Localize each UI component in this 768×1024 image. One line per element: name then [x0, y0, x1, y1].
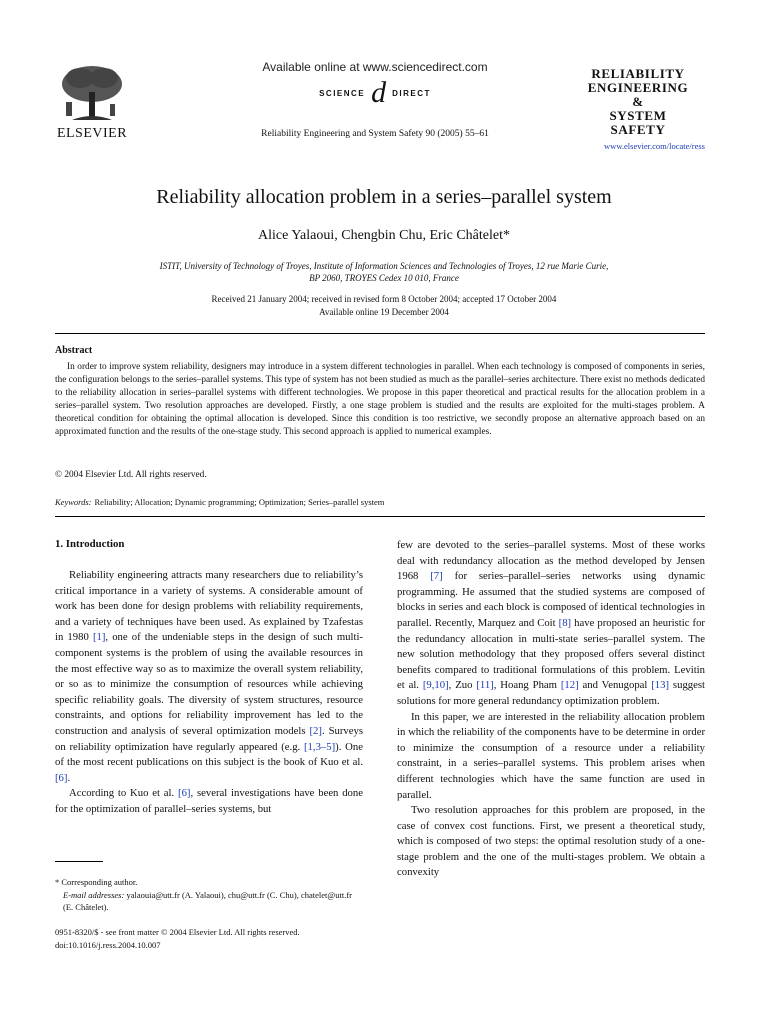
paragraph — [55, 786, 363, 817]
abstract-text: In order to improve system reliability, designers may introduce in a system different technologies in parallel. When each technology is composed of components in series, the configuration belongs to the series–parallel systems. This type of system has not been studied as much as the parallel–series architecture. There exist no methods dedicated to the reliability allocation in series–parallel systems with different technologies. We propose in this paper theoretical and practical results for the allocation problem in a series–parallel system. Two resolution approaches are developed. Firstly, a one stage problem is studied and the results are exploited for the multi-stages problem. A theoretical condition for obtaining the optimal allocation is developed. Since this condition is too restrictive, we secondly propose an alternative approach based on an approximated function and the results of the one-stage study. This second approach is applied to numerical examples. — [55, 362, 705, 437]
keywords-text: Reliability; Allocation; Dynamic programming; Optimization; Series–parallel system — [94, 497, 385, 507]
sd-right-text: DIRECT — [392, 88, 431, 98]
affiliation-line: BP 2060, TROYES Cedex 10 010, France — [309, 273, 459, 283]
abstract-copyright: © 2004 Elsevier Ltd. All rights reserved. — [55, 470, 207, 480]
sd-left-text: SCIENCE — [319, 88, 366, 98]
citation-link[interactable]: [1,3–5] — [304, 740, 336, 753]
email-label: E-mail addresses: — [63, 889, 125, 900]
footnote-divider — [55, 861, 103, 862]
sciencedirect-logo — [270, 76, 480, 109]
received-dates: Received 21 January 2004; received in revised form 8 October 2004; accepted 17 October 2004 — [211, 294, 557, 304]
front-matter — [55, 926, 363, 951]
journal-logo-line: SYSTEM — [609, 108, 667, 123]
paragraph-text: Reliability engineering attracts many researchers due to reliability’s critical importance in a variety of systems. A considerable amount of work has been done for design problems with reliability requirements, and a variety of techniques have been used. As explained by Tzafestas in 1980 — [55, 569, 363, 644]
paragraph-text: Two resolution approaches for this problem are proposed, in the case of convex cost functions. First, we present a theoretical study, which is composed of two steps: the optimal resolution study of a one-stage problem and the one of the multi-stages problem. We obtain a convexity — [397, 804, 705, 879]
paragraph-text: and Venugopal — [578, 679, 652, 692]
paragraph-text: suggest solutions for more general redundancy optimization problem. — [397, 679, 705, 707]
citation-link[interactable]: [7] — [430, 570, 443, 583]
journal-logo — [578, 67, 698, 137]
journal-logo-line: & — [632, 94, 644, 109]
citation-link[interactable]: [6] — [178, 787, 191, 800]
citation-link[interactable]: [11] — [476, 679, 494, 692]
paragraph-text: ). One of the most recent publications on this subject is the book of Kuo et al. — [55, 740, 363, 769]
divider — [55, 333, 705, 334]
corresponding-author-note: * Corresponding author. — [55, 877, 138, 887]
elsevier-tree-logo — [52, 62, 132, 134]
email-text: yalaouia@utt.fr (A. Yalaoui), chu@utt.fr (C. Chu), chatelet@utt.fr (E. Châtelet). — [63, 889, 352, 912]
abstract-heading: Abstract — [55, 345, 93, 356]
journal-logo-line: RELIABILITY — [591, 66, 685, 81]
paragraph-text: . Surveys on reliability optimization have regularly appeared (e.g. — [55, 724, 364, 753]
paragraph-text: have proposed an heuristic for the redundancy allocation in multi-state series–parallel system. The new solution methodology that they proposed offers several distinct benefits compared to traditional formulations of this problem. Levitin et al. — [397, 616, 705, 692]
paragraph-text: few are devoted to the series–parallel systems. Most of these works deal with redundancy allocation as the method developed by Jensen 1968 — [397, 539, 705, 583]
journal-url-link[interactable]: www.elsevier.com/locate/ress — [604, 141, 705, 151]
citation-link[interactable]: [2] — [309, 724, 322, 737]
paragraph-text: , Zuo — [448, 679, 477, 692]
journal-logo-line: ENGINEERING — [587, 80, 689, 95]
citation-link[interactable]: [9,10] — [422, 679, 449, 692]
left-column — [55, 568, 363, 818]
affiliation — [100, 260, 668, 284]
paragraph-text: . — [67, 771, 71, 784]
right-column — [397, 538, 705, 881]
paragraph — [397, 710, 705, 804]
email-addresses — [55, 889, 363, 914]
paper-title: Reliability allocation problem in a series–parallel system — [156, 186, 612, 208]
divider — [55, 516, 705, 517]
keywords — [55, 497, 705, 507]
publication-dates — [60, 293, 708, 319]
section-heading: 1. Introduction — [55, 538, 125, 550]
publisher-name: ELSEVIER — [56, 126, 128, 141]
paragraph-text: In this paper, we are interested in the reliability allocation problem in which the reliability of the components have to be determine in order to minimize the consumption of a resource under a reliability constraint, in a series–parallel systems. This problem arises when different technologies which have the same function are used in parallel. — [397, 710, 705, 801]
citation-link[interactable]: [12] — [560, 679, 579, 692]
affiliation-line: ISTIT, University of Technology of Troyes, Institute of Information Sciences and Technologies of Troyes, 12 rue Marie Curie, — [159, 261, 609, 271]
paragraph — [55, 568, 363, 786]
paragraph-text: According to Kuo et al. — [69, 787, 179, 800]
footnotes — [55, 876, 363, 914]
author-list: Alice Yalaoui, Chengbin Chu, Eric Châtelet* — [258, 228, 510, 243]
citation-link[interactable]: [6] — [55, 771, 68, 784]
citation-link[interactable]: [8] — [558, 616, 572, 629]
citation-link[interactable]: [13] — [651, 679, 670, 692]
issn-line: 0951-8320/$ - see front matter © 2004 Elsevier Ltd. All rights reserved. — [55, 927, 300, 937]
paragraph-text: , several investigations have been done for the optimization of parallel–series systems, but — [55, 787, 363, 815]
citation-link[interactable]: [1] — [92, 631, 106, 644]
keywords-label: Keywords: — [55, 497, 92, 507]
paragraph-text: , one of the undeniable steps in the design of such multi-component systems is the problem of using the available resources in the most effective way so as to maximize the overall system reliability, or so as to minimize the consumption of resources while achieving specific reliability goals. The diversity of system structures, resource constraints, and options for reliability improvement has led to the construction and analysis of several optimization models — [55, 631, 363, 737]
online-date: Available online 19 December 2004 — [319, 307, 449, 317]
journal-citation: Reliability Engineering and System Safety 90 (2005) 55–61 — [261, 129, 489, 139]
paragraph-text: , Hoang Pham — [493, 679, 561, 692]
available-online-text[interactable]: Available online at www.sciencedirect.com — [262, 60, 488, 74]
paragraph — [397, 538, 705, 710]
journal-logo-line: SAFETY — [610, 122, 666, 137]
paragraph — [397, 803, 705, 881]
sd-at-glyph: d — [371, 76, 387, 109]
doi-line: doi:10.1016/j.ress.2004.10.007 — [55, 939, 161, 950]
paragraph-text: for series–parallel–series networks using dynamic programming. He assumed that the studied systems are composed of blocks in series and each block is composed of identical technologies in parallel. Recently, Marquez and Coit — [397, 570, 705, 629]
